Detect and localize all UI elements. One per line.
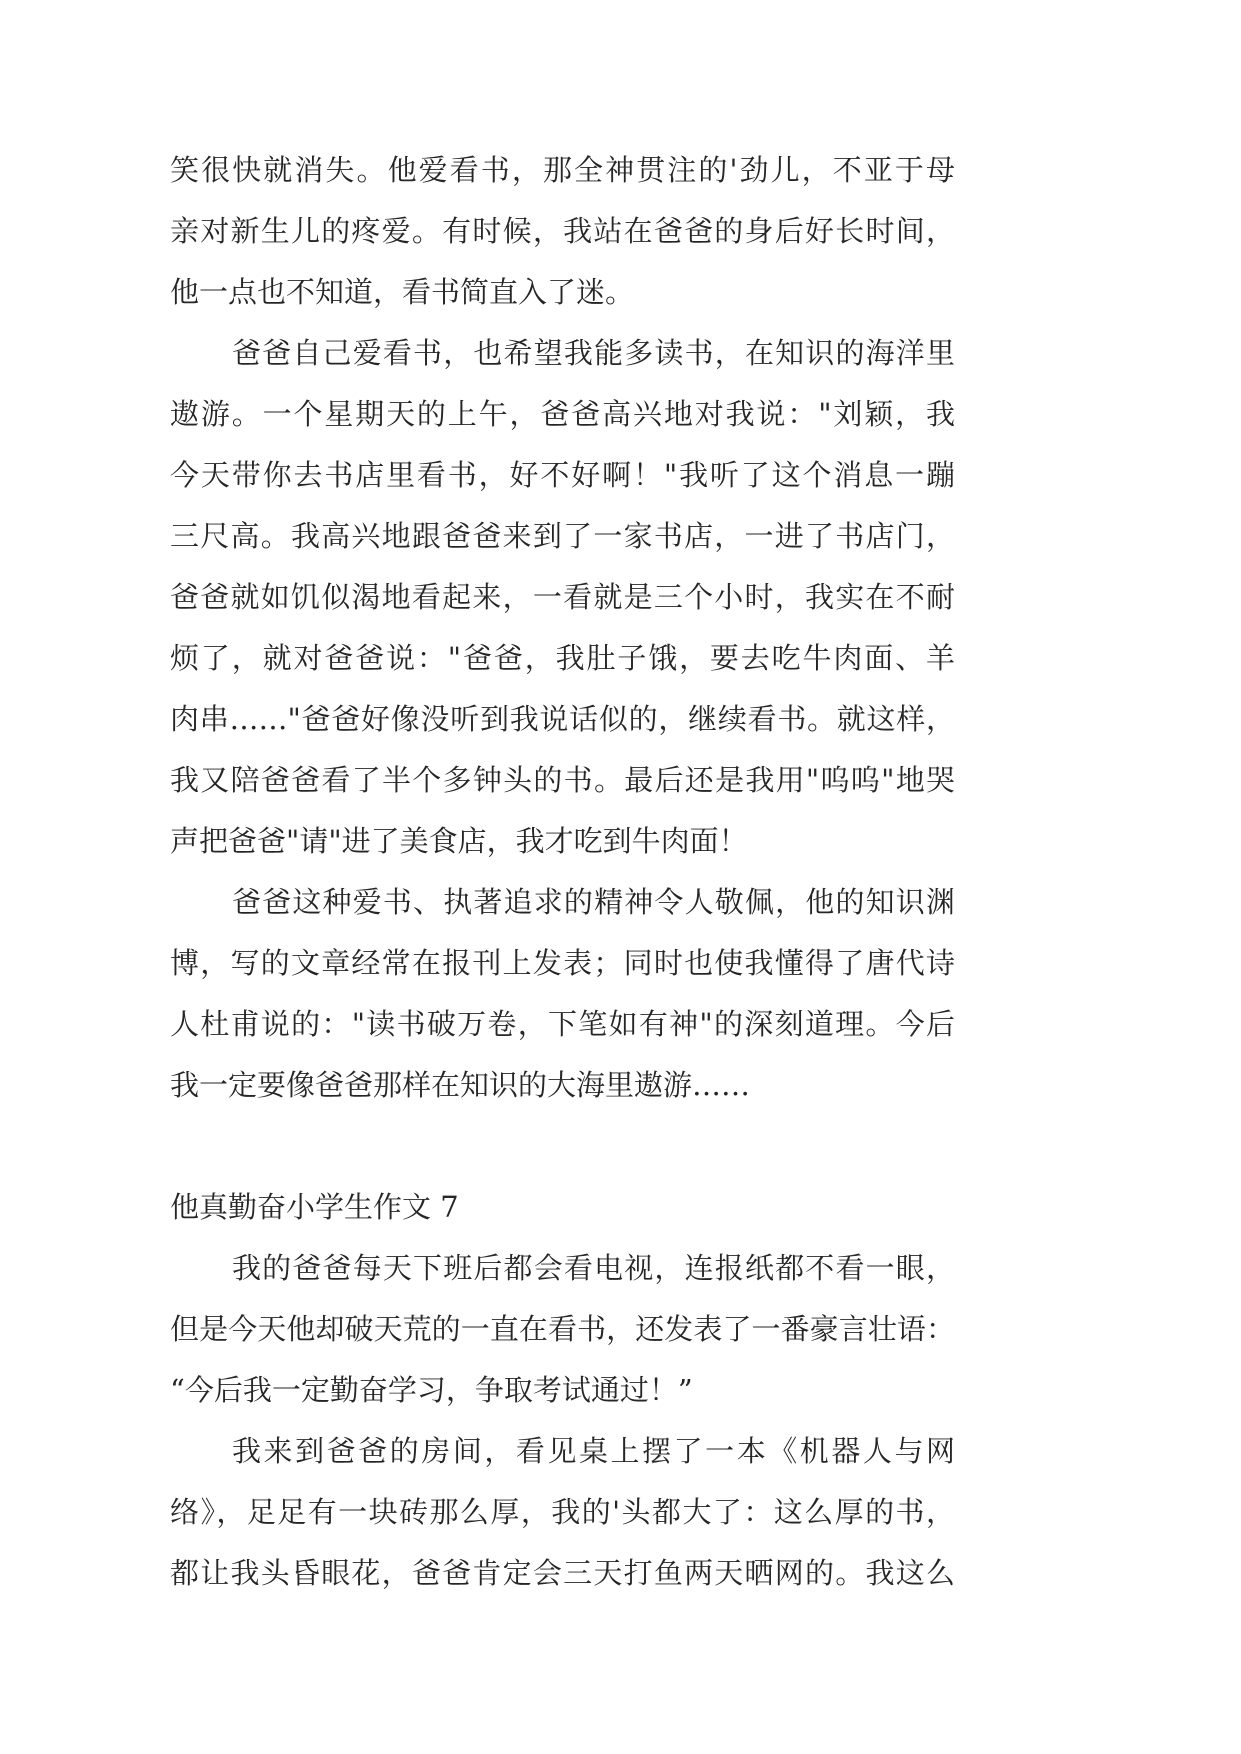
text-line: 肉串……"爸爸好像没听到我说话似的，继续看书。就这样， <box>170 702 955 736</box>
text-line: 遨游。一个星期天的上午，爸爸高兴地对我说："刘颖，我 <box>170 397 955 431</box>
blank-line <box>170 1116 955 1177</box>
text-line: 但是今天他却破天荒的一直在看书，还发表了一番豪言壮语： <box>170 1312 955 1346</box>
essay-7 <box>170 1177 955 1604</box>
text-line: 我一定要像爸爸那样在知识的大海里遨游…… <box>170 1068 751 1102</box>
text-line: 亲对新生儿的疼爱。有时候，我站在爸爸的身后好长时间， <box>170 214 955 248</box>
text-line: “今后我一定勤奋学习，争取考试通过！” <box>170 1373 693 1407</box>
text-line: 我又陪爸爸看了半个多钟头的书。最后还是我用"呜呜"地哭 <box>170 763 955 797</box>
text-line: 笑很快就消失。他爱看书，那全神贯注的'劲儿，不亚于母 <box>170 153 955 187</box>
previous-essay-continuation <box>170 140 955 1116</box>
text-line: 他一点也不知道，看书简直入了迷。 <box>170 275 635 309</box>
document-body <box>170 140 955 1604</box>
paragraph-first-line: 爸爸自己爱看书，也希望我能多读书，在知识的海洋里 <box>232 336 955 370</box>
paragraph-first-line: 我的爸爸每天下班后都会看电视，连报纸都不看一眼， <box>232 1251 955 1285</box>
text-line: 烦了，就对爸爸说："爸爸，我肚子饿，要去吃牛肉面、羊 <box>170 641 955 675</box>
text-line: 人杜甫说的："读书破万卷，下笔如有神"的深刻道理。今后 <box>170 1007 955 1041</box>
text-line: 博，写的文章经常在报刊上发表；同时也使我懂得了唐代诗 <box>170 946 955 980</box>
text-line: 爸爸就如饥似渴地看起来，一看就是三个小时，我实在不耐 <box>170 580 955 614</box>
text-line: 都让我头昏眼花，爸爸肯定会三天打鱼两天晒网的。我这么 <box>170 1556 955 1590</box>
essay-title: 他真勤奋小学生作文 7 <box>170 1190 459 1224</box>
paragraph-first-line: 我来到爸爸的房间，看见桌上摆了一本《机器人与网 <box>232 1434 955 1468</box>
paragraph-first-line: 爸爸这种爱书、执著追求的精神令人敬佩，他的知识渊 <box>232 885 955 919</box>
text-line: 三尺高。我高兴地跟爸爸来到了一家书店，一进了书店门， <box>170 519 955 553</box>
text-line: 今天带你去书店里看书，好不好啊！"我听了这个消息一蹦 <box>170 458 955 492</box>
text-line: 声把爸爸"请"进了美食店，我才吃到牛肉面！ <box>170 824 748 858</box>
text-line: 络》，足足有一块砖那么厚，我的'头都大了：这么厚的书， <box>170 1495 955 1529</box>
